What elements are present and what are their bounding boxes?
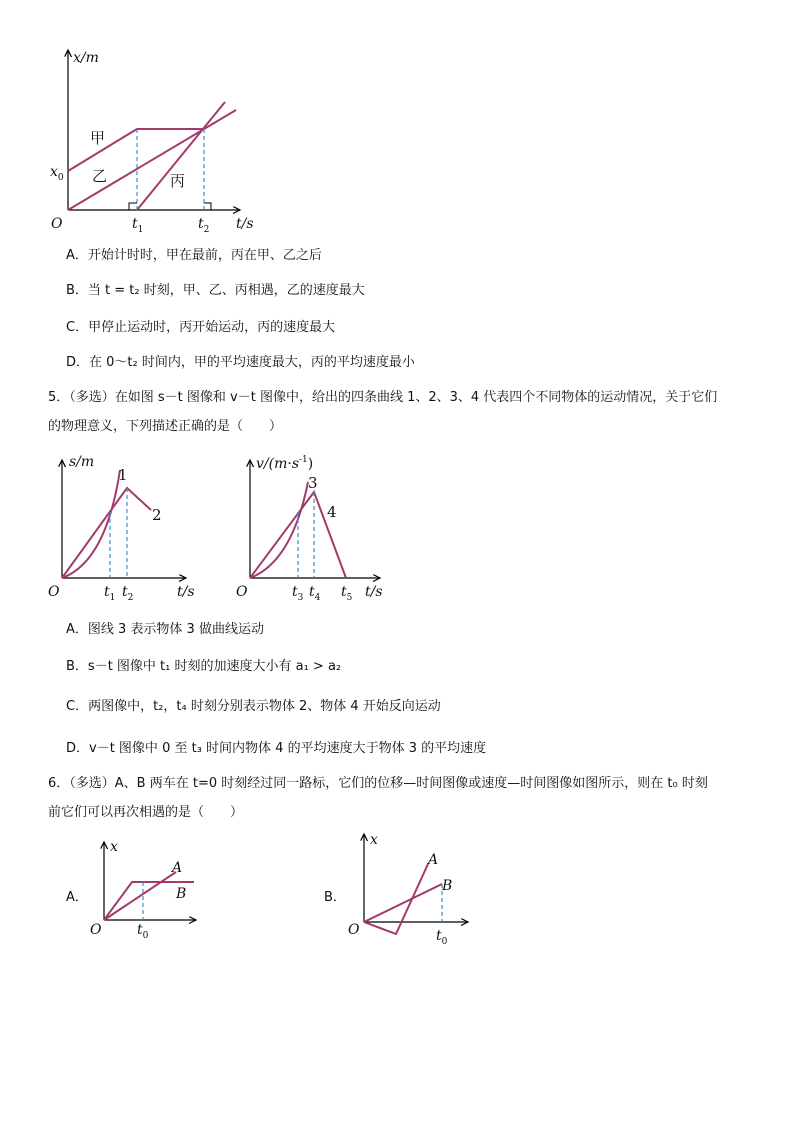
t3-label: $t_3$ [292, 584, 304, 603]
q6-stem-line1: 6．（多选）A、B 两车在 t=0 时刻经过同一路标，它们的位移—时间图像或速度—时间图像如图所示，则在 t₀ 时刻 [48, 776, 708, 791]
q4-option-b: B．当 t = t₂ 时刻，甲、乙、丙相遇，乙的速度最大 [66, 283, 365, 298]
line-yi [68, 110, 236, 210]
t4-label: $t_4$ [309, 584, 321, 603]
curve-2-label: 2 [152, 506, 162, 524]
q5-option-c: C．两图像中，t₂，t₄ 时刻分别表示物体 2、物体 4 开始反向运动 [66, 699, 441, 714]
t2-label: $t_2$ [122, 584, 134, 603]
x-axis-label: t/s [236, 216, 254, 232]
origin-label: O [348, 922, 360, 938]
label-b: B [176, 886, 187, 902]
y-axis-label: x/m [73, 50, 99, 66]
x-axis-label: t/s [177, 584, 195, 600]
graph-6b [346, 828, 476, 950]
label-bing: 丙 [170, 172, 186, 190]
origin-label: O [51, 216, 63, 232]
label-b: B [442, 878, 453, 894]
q5-stem-line2: 的物理意义，下列描述正确的是（ ） [48, 419, 283, 434]
line-jia [68, 129, 204, 171]
right-angle-t1 [129, 203, 137, 210]
x0-label: $x_0$ [50, 164, 64, 183]
curve-1 [62, 470, 120, 578]
curve-3 [250, 482, 308, 578]
x-axis-label: t/s [365, 584, 383, 600]
q6-option-a-label: A． [66, 890, 88, 905]
label-jia: 甲 [90, 129, 106, 147]
graph-xt-top [40, 40, 280, 240]
y-axis-label: x [110, 839, 118, 855]
t0-label: $t_0$ [436, 928, 448, 947]
curve-3-label: 3 [308, 474, 318, 492]
t1-label: $t_1$ [132, 216, 144, 235]
graph-6a [86, 836, 206, 946]
q5-option-d: D．v－t 图像中 0 至 t₃ 时间内物体 4 的平均速度大于物体 3 的平均速度 [66, 741, 487, 756]
line-a [104, 872, 176, 920]
t1-label: $t_1$ [104, 584, 116, 603]
curve-4-label: 4 [327, 503, 337, 521]
t2-label: $t_2$ [198, 216, 210, 235]
curve-2 [62, 488, 151, 578]
label-yi: 乙 [92, 167, 108, 185]
y-axis-label: x [370, 832, 378, 848]
t0-label: $t_0$ [137, 922, 149, 941]
y-axis-label: s/m [69, 454, 95, 470]
right-angle-t2 [204, 203, 211, 210]
q4-option-d: D．在 0～t₂ 时间内，甲的平均速度最大，丙的平均速度最小 [66, 355, 415, 370]
label-a: A [428, 852, 439, 868]
curve-1-label: 1 [118, 466, 128, 484]
y-axis-label: $v/(m\cdot s^{-1})$ [256, 455, 314, 472]
origin-label: O [48, 584, 60, 600]
origin-label: O [90, 922, 102, 938]
graph-st [44, 450, 204, 605]
q5-option-a: A．图线 3 表示物体 3 做曲线运动 [66, 622, 264, 637]
q6-stem-line2: 前它们可以再次相遇的是（ ） [48, 805, 244, 820]
q6-option-b-label: B． [324, 890, 346, 905]
graph-vt [232, 450, 402, 605]
line-bing [137, 102, 225, 210]
line-a [364, 864, 428, 934]
q5-stem-line1: 5．（多选）在如图 s－t 图像和 v－t 图像中，给出的四条曲线 1、2、3、4 代表四个不同物体的运动情况，关于它们 [48, 390, 718, 405]
q4-option-a: A．开始计时时，甲在最前，丙在甲、乙之后 [66, 248, 322, 263]
origin-label: O [236, 584, 248, 600]
q5-option-b: B．s－t 图像中 t₁ 时刻的加速度大小有 a₁ > a₂ [66, 659, 342, 674]
t5-label: $t_5$ [341, 584, 353, 603]
label-a: A [172, 860, 183, 876]
q4-option-c: C．甲停止运动时，丙开始运动，丙的速度最大 [66, 320, 336, 335]
